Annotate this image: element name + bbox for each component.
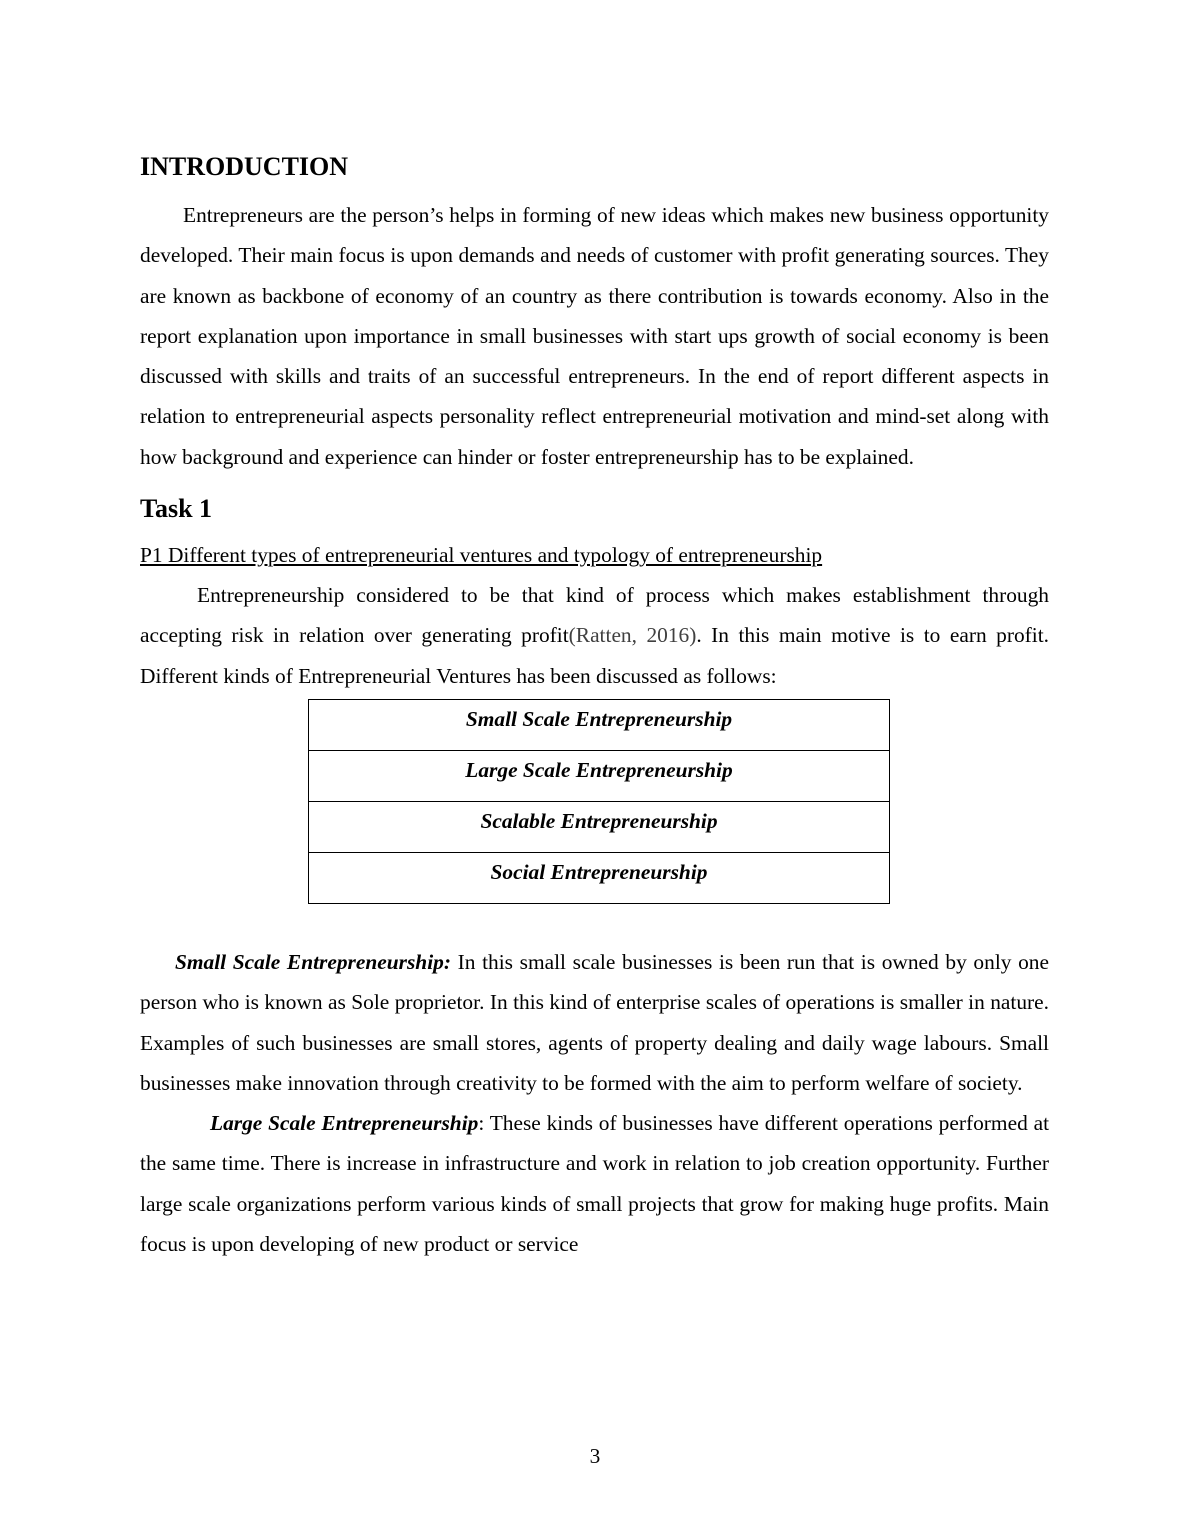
p1-paragraph [140, 575, 1049, 696]
venture-types-table [308, 699, 890, 904]
table-cell: Scalable Entrepreneurship [309, 801, 890, 852]
introduction-paragraph: Entrepreneurs are the person’s helps in forming of new ideas which makes new business opportunity developed. Their main focus is upon demands and needs of customer with profit generating sources. They are known as backbone of economy of an country as there contribution is towards economy. Also in the report explanation upon importance in small businesses with start ups growth of social economy is been discussed with skills and traits of an successful entrepreneurs. In the end of report different aspects in relation to entrepreneurial aspects personality reflect entrepreneurial motivation and mind-set along with how background and experience can hinder or foster entrepreneurship has to be explained. [140, 203, 1049, 469]
table-row [309, 699, 890, 750]
table-cell: Small Scale Entrepreneurship [309, 699, 890, 750]
task1-heading: Task 1 [140, 494, 213, 524]
small-scale-text: In this small scale businesses is been run that is owned by only one person who is known as Sole proprietor. In this kind of enterprise scales of operations is smaller in nature. Examples of such businesses are small stores, agents of property dealing and daily wage labours. Small businesses make innovation through creativity to be formed with the aim to perform welfare of society. [140, 949, 1049, 1095]
table-cell: Large Scale Entrepreneurship [309, 750, 890, 801]
table-row [309, 750, 890, 801]
small-scale-paragraph [140, 942, 1049, 1103]
small-scale-term: Small Scale Entrepreneurship: [175, 949, 451, 974]
table-row [309, 852, 890, 903]
large-scale-text: : These kinds of businesses have different operations performed at the same time. There is increase in infrastructure and work in relation to job creation opportunity. Further large scale organizations perform various kinds of small projects that grow for making huge profits. Main focus is upon developing of new product or service [140, 1111, 1050, 1257]
table-cell: Social Entrepreneurship [309, 852, 890, 903]
large-scale-paragraph [140, 1103, 1049, 1264]
page-number: 3 [589, 1444, 601, 1468]
p1-text-before-citation: Entrepreneurship considered to be that kind of process which makes establishment through accepting risk in relation over generating profit [140, 583, 1049, 648]
introduction-heading: INTRODUCTION [140, 152, 349, 181]
p1-text-after-citation: . In this main motive is to earn profit. Different kinds of Entrepreneurial Ventures has been discussed as follows: [140, 623, 1049, 688]
table-row [309, 801, 890, 852]
citation: (Ratten, 2016) [568, 623, 697, 648]
page-content [140, 150, 1049, 1264]
p1-subheading: P1 Different types of entrepreneurial ventures and typology of entrepreneurship [140, 543, 823, 568]
large-scale-term: Large Scale Entrepreneurship [210, 1111, 479, 1136]
